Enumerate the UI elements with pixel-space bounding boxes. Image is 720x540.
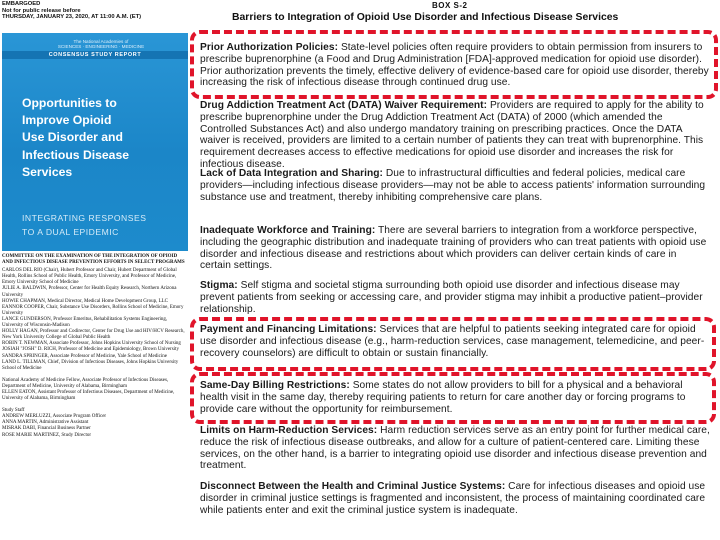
barrier-text: Harm reduction services serve as an entry point for further medical care, reduce the risk of infectious disease outbreaks, and allow for a culture of patient-centered care. Limiting these services, on the other hand, is a barrier to integrating opioid use disorder and infectious disease prevention and treatment. <box>200 425 710 472</box>
committee-roster <box>2 254 188 439</box>
staff-member: MISRAK DABI, Financial Business Partner <box>2 426 91 432</box>
barrier-heading: Payment and Financing Limitations: <box>200 324 377 335</box>
barrier-heading: Prior Authorization Policies: <box>200 42 339 53</box>
barrier-item-harm-reduction <box>200 425 710 472</box>
staff-heading: Study Staff <box>2 408 25 414</box>
embargo-notice: EMBARGOED Not for public release before THURSDAY, JANUARY 23, 2020, AT 11:00 A.M. (ET) <box>2 1 142 21</box>
staff-member: ANDREW MERLUZZI, Associate Program Officer <box>2 414 107 420</box>
report-title: Opportunities to Improve Opioid Use Disorder and Infectious Disease Services <box>22 96 130 179</box>
barrier-text: Providers are required to apply for the ability to prescribe buprenorphine under the Drug Addiction Treatment Act (DATA) of 2000 (which amended the Controlled Substances Act) and also undergo mandatory training on prescribing practices. Once the DATA waiver is received, providers are limited to a certain number of patients they can treat with buprenorphine. This requirement decreases access to effective medications for opioid use disorder and increases the risk for infectious disease. <box>200 100 704 170</box>
barrier-heading: Inadequate Workforce and Training: <box>200 225 376 236</box>
committee-member: HOLLY HAGAN, Professor and Codirector, Center for Drug Use and HIV/HCV Research, New York University College of Global Public Health <box>2 329 185 341</box>
liaison-member: ELLEN EATON, Assistant Professor of Infectious Diseases, Department of Medicine, University of Alabama, Birmingham <box>2 389 175 402</box>
barrier-item-same-day-billing <box>200 380 710 415</box>
barrier-heading: Drug Addiction Treatment Act (DATA) Waiver Requirement: <box>200 100 488 111</box>
barrier-heading: Limits on Harm-Reduction Services: <box>200 425 378 436</box>
nas-logo-text: The National Academies of SCIENCES · ENGINEERING · MEDICINE <box>57 39 145 50</box>
barrier-item-criminal-justice <box>200 481 710 516</box>
committee-member: LAND L. TILLMAN, Chief, Division of Infectious Diseases, Johns Hopkins University School of Medicine <box>2 359 179 371</box>
barrier-text: Self stigma and societal stigma surrounding both opioid use disorder and infectious disease may prevent patients from seeking or accessing care, and provider stigma may inhibit a productive patient–provider relationship. <box>200 280 703 315</box>
report-type: CONSENSUS STUDY REPORT <box>48 52 142 58</box>
report-cover <box>2 33 188 251</box>
staff-member: ANNA MARTIN, Administrative Assistant <box>2 420 89 426</box>
committee-member: EANNOR COOPER, Chair, Substance Use Disorders, Rollins School of Medicine, Emory University <box>2 304 184 316</box>
report-subtitle: INTEGRATING RESPONSES TO A DUAL EPIDEMIC <box>22 213 147 238</box>
committee-member: JULIE A. BALDWIN, Professor, Center for Health Equity Research, Northern Arizona University <box>2 286 177 298</box>
barrier-heading: Stigma: <box>200 280 238 291</box>
barrier-item-prior-authorization <box>200 42 710 89</box>
barrier-text: Services that are helpful to patients seeking integrated care for opioid use disorder and infectious disease (e.g., harm-reduction services, case management, telemedicine, and peer-recovery counselors) are difficult to obtain or sustain financially. <box>200 324 705 359</box>
liaison-heading: National Academy of Medicine Fellow, Associate Professor of Infectious Diseases, Department of Medicine, University of Alabama, Birmingham <box>2 377 169 389</box>
box-s2-panel <box>196 0 720 540</box>
box-label: BOX S-2 <box>432 1 468 10</box>
barrier-item-payment <box>200 324 710 359</box>
committee-member: HOWIE CHAPMAN, Medical Director, Medical Home Development Group, LLC <box>2 298 169 304</box>
barrier-text: Due to infrastructural difficulties and federal policies, medical care providers—including infectious disease providers—may not be able to access patients' information surrounding substance use and treatment, thereby inhibiting comprehensive care plans. <box>200 168 706 203</box>
committee-member: LANCE GUNDERSON, Professor Emeritus, Rehabilitation Systems Engineering, University of Wisconsin-Madison <box>2 316 168 329</box>
barrier-text: State-level policies often require providers to obtain permission from insurers to prescribe buprenorphine (a Food and Drug Administration [FDA]-approved medication for opioid use disorder). Prior authorization prevents the timely, effective delivery of evidence-based care for opioid use disorder, thereby increasing the risk of infectious disease through continued drug use. <box>200 42 709 89</box>
barrier-item-stigma <box>200 280 710 315</box>
barrier-item-data-waiver <box>200 100 710 171</box>
barrier-item-data-integration <box>200 168 710 203</box>
committee-member: SANDRA SPRINGER, Associate Professor of Medicine, Yale School of Medicine <box>2 353 167 359</box>
barrier-heading: Lack of Data Integration and Sharing: <box>200 168 383 179</box>
report-left-panel <box>0 0 190 540</box>
box-title: Barriers to Integration of Opioid Use Disorder and Infectious Disease Services <box>232 12 619 23</box>
committee-member: JOSIAH "JOSH" D. RICH, Professor of Medicine and Epidemiology, Brown University <box>2 347 179 353</box>
committee-member: ROBIN T. NEWMAN, Associate Professor, Johns Hopkins University School of Nursing <box>2 341 181 347</box>
committee-heading: COMMITTEE ON THE EXAMINATION OF THE INTEGRATION OF OPIOID AND INFECTIOUS DISEASE PREVENTION EFFORTS IN SELECT PROGRAMS <box>2 254 185 266</box>
barrier-text: There are several barriers to integration from a workforce perspective, including the geographic distribution and inadequate training of providers who can treat patients with opioid use disorder and infectious disease and restrictions about which providers can deliver certain kinds of care in certain settings. <box>200 225 707 272</box>
barrier-text: Some states do not allow providers to bill for a physical and a behavioral health visit in the same day, thereby requiring patients to return for care another day or forcing programs to provide care without the opportunity for reimbursement. <box>200 380 686 415</box>
barrier-heading: Disconnect Between the Health and Criminal Justice Systems: <box>200 481 506 492</box>
barrier-text: Care for infectious diseases and opioid use disorder in criminal justice settings is fragmented and inconsistent, the process of maintaining coordinated care while patients enter and exit the criminal justice system is inadequate. <box>200 481 706 516</box>
staff-member: ROSE MARIE MARTINEZ, Study Director <box>2 432 91 438</box>
barrier-heading: Same-Day Billing Restrictions: <box>200 380 350 391</box>
barrier-item-workforce <box>200 225 710 272</box>
committee-member: CARLOS DEL RIO (Chair), Hubert Professor and Chair, Hubert Department of Global Health, Rollins School of Public Health, Emory University, and Professor of Medicine, Emory University School of Medicine <box>2 268 177 286</box>
